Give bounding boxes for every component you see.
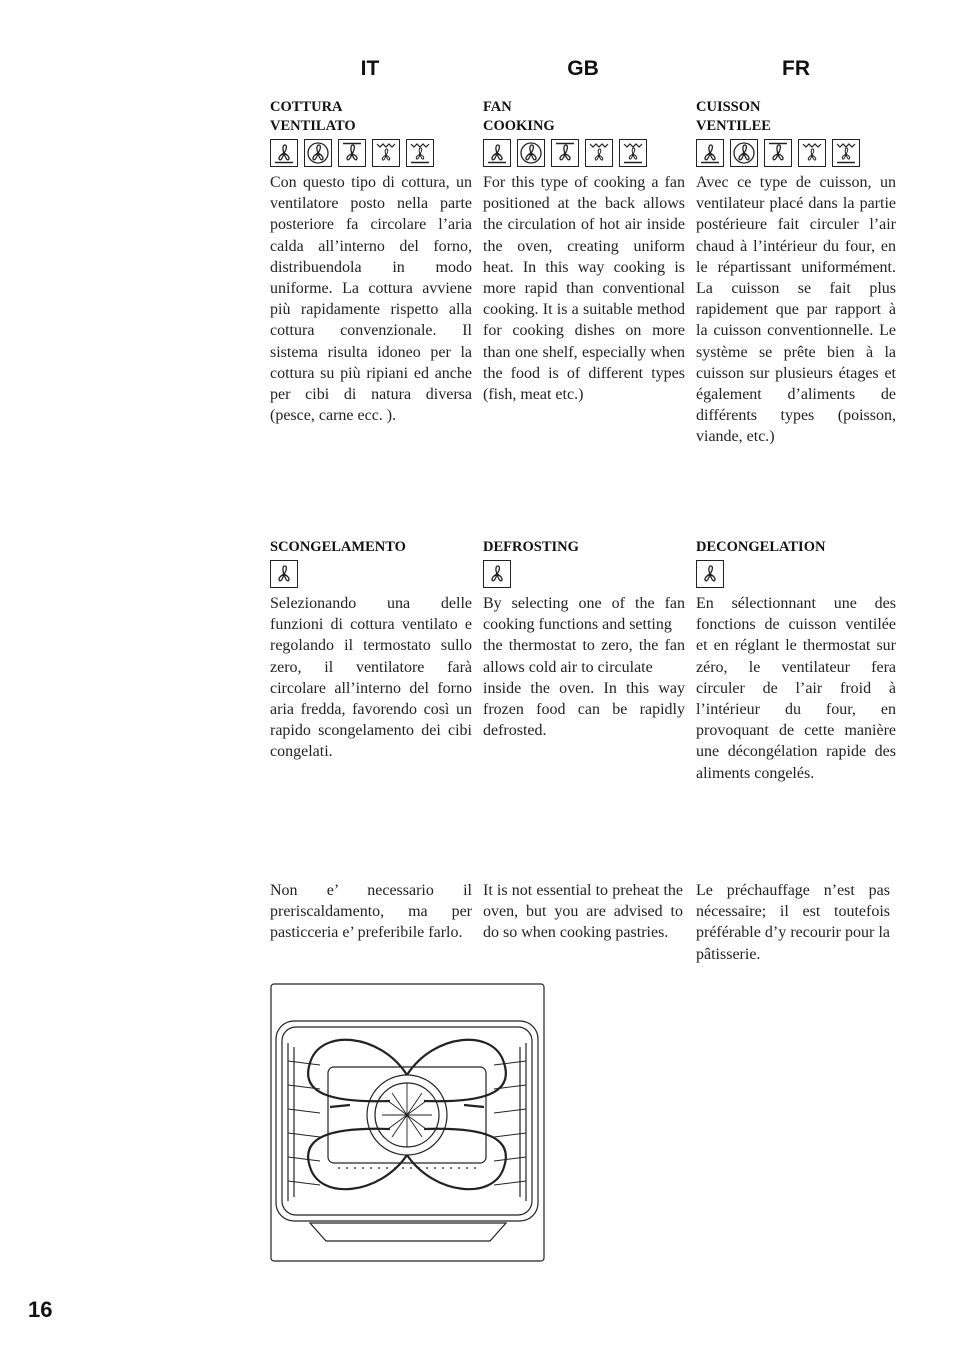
- defrosting-gb: [483, 538, 685, 741]
- fan-circle-icon: [730, 139, 758, 167]
- section-text: Con questo tipo di cottura, un ventilatore posto nella parte posteriore fa circolare l’aria calda all’interno del forno, distribuendola in modo uniforme. La cottura avviene più rapidamente rispetto alla cottura convenzionale. Il sistema risulta idoneo per la cottura su più ripiani ed anche per cibi di natura diversa (pesce, carne ecc. ).: [270, 174, 472, 425]
- oven-airflow-illustration: [270, 983, 546, 1263]
- section-heading: COTTURA VENTILATO: [270, 99, 356, 134]
- grill-fan-bottom-icon: [619, 139, 647, 167]
- section-heading: SCONGELAMENTO: [270, 539, 406, 555]
- fan-top-icon: [764, 139, 792, 167]
- function-icons: [270, 560, 472, 588]
- fan-circle-icon: [304, 139, 332, 167]
- function-icons: [696, 139, 896, 167]
- preheat-gb: [483, 880, 683, 944]
- preheat-text: It is not essential to preheat the oven, but you are advised to do so when cooking pastries.: [483, 882, 683, 942]
- defrosting-it: [270, 538, 472, 763]
- grill-fan-icon: [372, 139, 400, 167]
- fan-cooking-gb: [483, 98, 685, 405]
- column-header-it: IT: [360, 57, 380, 80]
- fan-bottom-icon: [696, 139, 724, 167]
- section-heading: CUISSON VENTILEE: [696, 99, 771, 134]
- column-header-gb: GB: [567, 57, 599, 80]
- defrosting-fr: [696, 538, 896, 784]
- function-icons: [483, 560, 685, 588]
- section-text: En sélectionnant une des fonctions de cuisson ventilée et en réglant le thermostat sur zéro, le ventilateur fera circuler de l’air froid à l’intérieur du four, en provoquant de cette manière une décongélation rapide des aliments congelés.: [696, 595, 896, 782]
- preheat-fr: [696, 880, 890, 965]
- fan-cooking-fr: [696, 98, 896, 448]
- function-icons: [270, 139, 472, 167]
- preheat-it: [270, 880, 472, 944]
- fan-top-icon: [338, 139, 366, 167]
- fan-bottom-icon: [483, 139, 511, 167]
- fan-cooking-it: [270, 98, 472, 426]
- function-icons: [483, 139, 685, 167]
- section-heading: DEFROSTING: [483, 539, 579, 555]
- fan-top-icon: [551, 139, 579, 167]
- page-number: 16: [28, 1297, 53, 1322]
- fan-icon: [270, 560, 298, 588]
- fan-bottom-icon: [270, 139, 298, 167]
- grill-fan-icon: [798, 139, 826, 167]
- fan-circle-icon: [517, 139, 545, 167]
- section-heading: FAN COOKING: [483, 99, 555, 134]
- preheat-text: Le préchauffage n’est pas nécessaire; il est toutefois préférable d’y recourir pour la pâtisserie.: [696, 882, 890, 963]
- section-text: Avec ce type de cuisson, un ventilateur placé dans la partie postérieure fait circuler l’air chaud à l’intérieur du four, en le répartissant uniformément. La cuisson se fait plus rapidement que par rapport à la cuisson conventionnelle. Le système se prête bien à la cuisson sur plusieurs étages et également d’aliments de différents types (poisson, viande, etc.): [696, 174, 896, 446]
- grill-fan-icon: [585, 139, 613, 167]
- grill-fan-bottom-icon: [832, 139, 860, 167]
- function-icons: [696, 560, 896, 588]
- column-header-fr: FR: [782, 57, 810, 80]
- grill-fan-bottom-icon: [406, 139, 434, 167]
- section-text: For this type of cooking a fan positioned at the back allows the circulation of hot air inside the oven, creating uniform heat. In this way cooking is more rapid than conventional cooking. It is a suitable method for cooking dishes on more than one shelf, especially when the food is of different types (fish, meat etc.): [483, 174, 685, 404]
- section-text: By selecting one of the fan cooking functions and setting the thermostat to zero, the fan allows cold air to circulate inside the oven. In this way frozen food can be rapidly defrosted.: [483, 595, 685, 740]
- section-text: Selezionando una delle funzioni di cottura ventilato e regolando il termostato sullo zero, il ventilatore farà circolare all’interno del forno aria fredda, favorendo così un rapido scongelamento dei cibi congelati.: [270, 595, 472, 761]
- preheat-text: Non e’ necessario il preriscaldamento, ma per pasticceria e’ preferibile farlo.: [270, 882, 472, 942]
- section-heading: DECONGELATION: [696, 539, 826, 555]
- fan-icon: [696, 560, 724, 588]
- fan-icon: [483, 560, 511, 588]
